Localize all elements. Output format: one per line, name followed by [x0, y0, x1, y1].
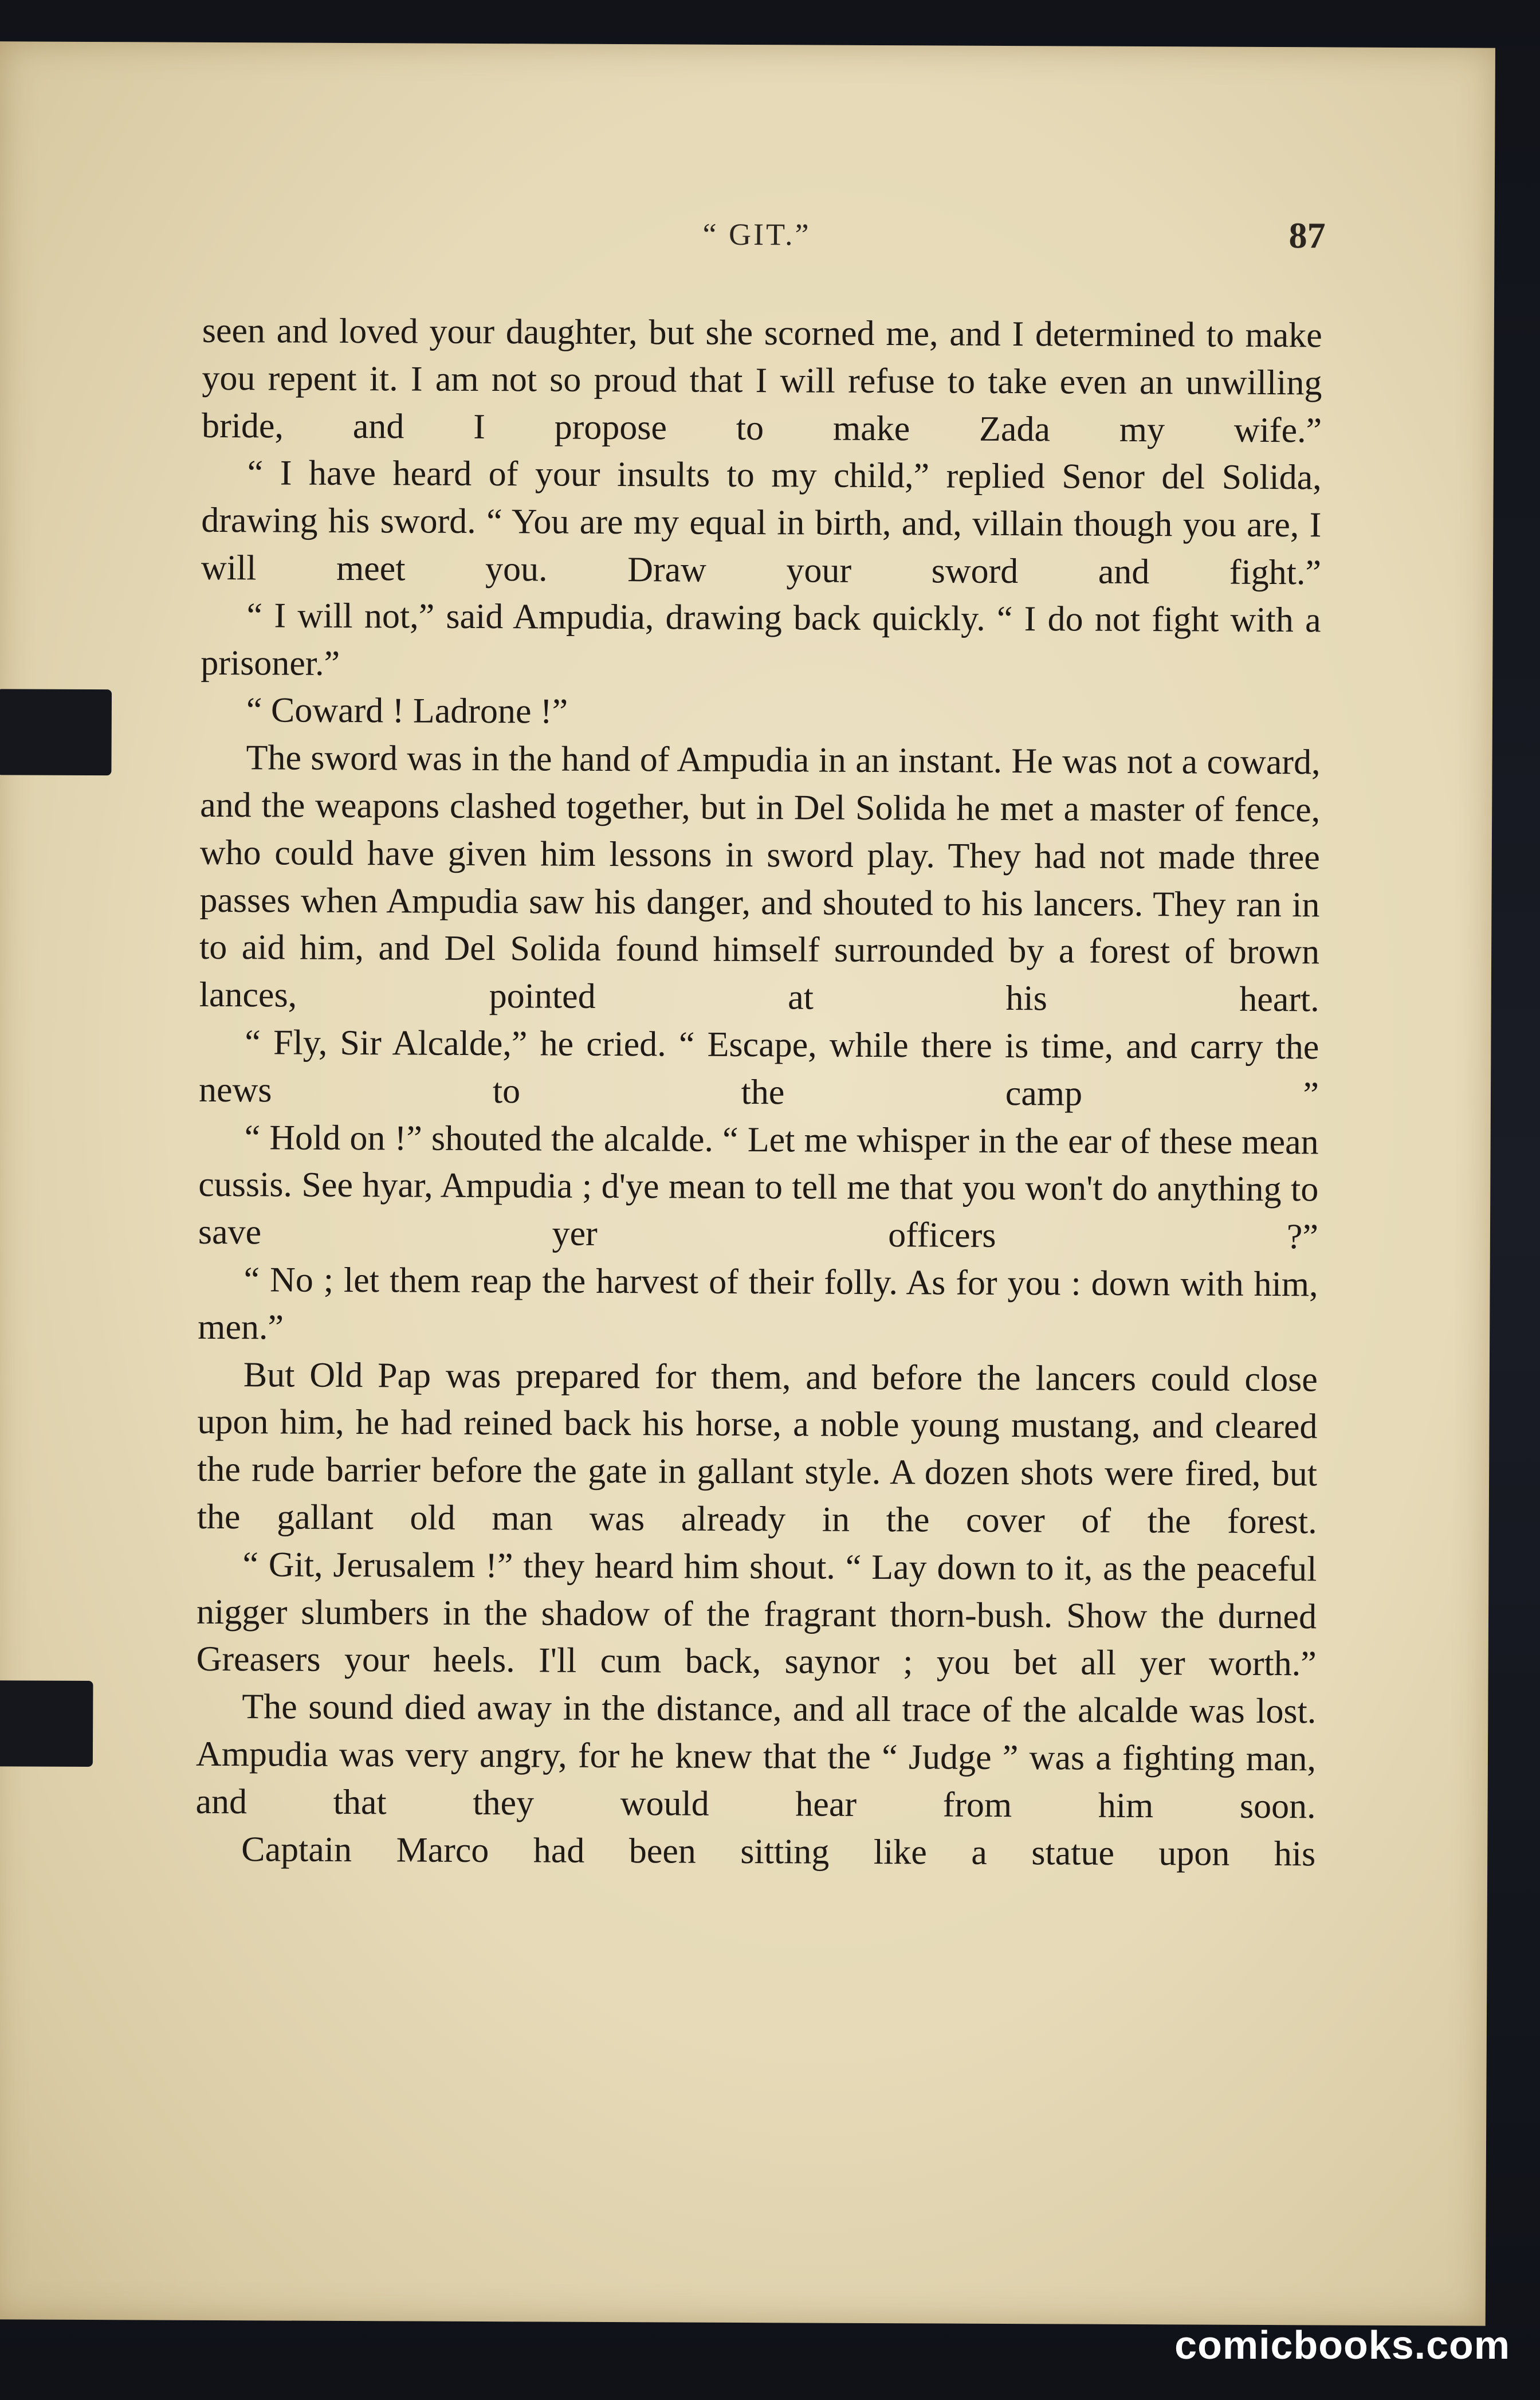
- paragraph: “ No ; let them reap the harvest of their folly. As for you : down with him, men.”: [198, 1260, 1318, 1347]
- paragraph: “ Fly, Sir Alcalde,” he cried. “ Escape, while there is time, and carry the news to the camp ”: [198, 1023, 1319, 1115]
- paragraph: “ Hold on !” shouted the alcalde. “ Let me whisper in the ear of these mean cussis. See hyar, Ampudia ; d'ye mean to tell me that you won't do anything to save yer officers ?”: [198, 1117, 1319, 1257]
- binding-hole-top: [0, 689, 112, 775]
- binding-hole-bottom: [0, 1680, 93, 1767]
- paragraph: “ Coward ! Ladrone !”: [246, 691, 568, 732]
- paragraph: “ Git, Jerusalem !” they heard him shout. “ Lay down to it, as the peaceful nigger slumbers in the shadow of the fragrant thorn-bush. Show the durned Greasers your heels. I'll cum back, saynor ; you bet all yer worth.”: [196, 1544, 1317, 1684]
- paragraph: seen and loved your daughter, but she scorned me, and I determined to make you repent it. I am not so proud that I will refuse to take even an unwilling bride, and I propose to make Zada my wife.”: [201, 311, 1322, 450]
- page-number: 87: [1288, 215, 1326, 256]
- paragraph: “ I have heard of your insults to my child,” replied Senor del Solida, drawing his sword. “ You are my equal in birth, and, villain though you are, I will meet you. Draw your sword and fight.”: [201, 453, 1322, 593]
- site-watermark: comicbooks.com: [1174, 2323, 1510, 2367]
- page-header: [188, 214, 1325, 271]
- paragraph: But Old Pap was prepared for them, and before the lancers could close upon him, he had reined back his horse, a noble young mustang, and cleared the rude barrier before the gate in gallant style. A dozen shots were fired, but the gallant old man was already in the cover of the forest.: [197, 1355, 1318, 1542]
- paragraph: “ I will not,” said Ampudia, drawing back quickly. “ I do not fight with a prisoner.”: [201, 595, 1321, 683]
- paragraph: Captain Marco had been sitting like a statue upon his: [241, 1829, 1316, 1873]
- book-page: [0, 41, 1495, 2326]
- body-text: [195, 307, 1322, 1878]
- running-head: “ GIT.”: [702, 217, 811, 252]
- paragraph: The sound died away in the distance, and all trace of the alcalde was lost. Ampudia was very angry, for he knew that the “ Judge ” was a fighting man, and that they would hear from him soon.: [195, 1687, 1317, 1826]
- paragraph: The sword was in the hand of Ampudia in an instant. He was not a coward, and the weapons clashed together, but in Del Solida he met a master of fence, who could have given him lessons in sword play. They had not made three passes when Ampudia saw his danger, and shouted to his lancers. They ran in to aid him, and Del Solida found himself surrounded by a forest of brown lances, pointed at his heart.: [199, 738, 1321, 1019]
